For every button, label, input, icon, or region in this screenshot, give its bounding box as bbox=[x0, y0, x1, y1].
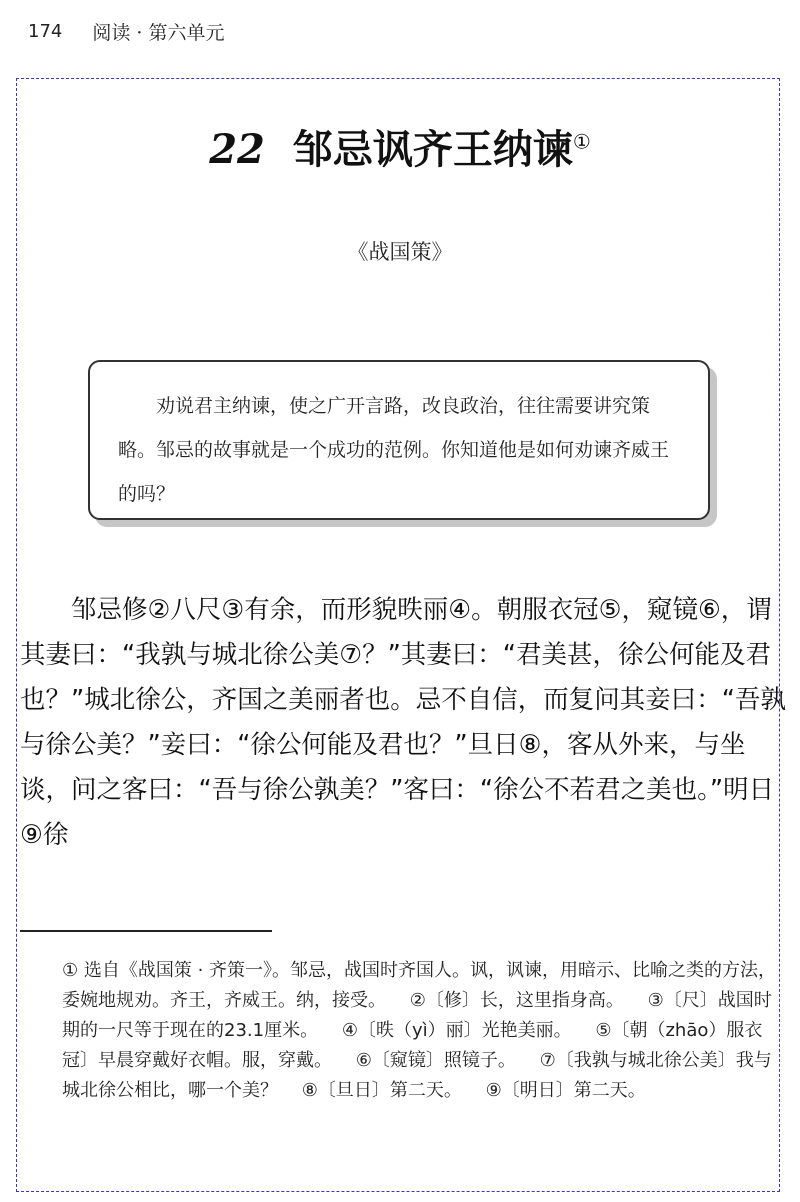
footnotes bbox=[62, 956, 784, 1106]
footnote-item: ⑧〔旦日〕第二天。 bbox=[301, 1080, 462, 1101]
lesson-title-text: 邹忌讽齐王纳谏 bbox=[292, 127, 573, 173]
footnote-item: ③〔尺〕战国时期的一尺等于现在的23.1厘米。 bbox=[62, 990, 772, 1041]
lesson-title bbox=[0, 118, 800, 175]
footnote-item: ⑨〔明日〕第二天。 bbox=[485, 1080, 646, 1101]
lesson-number: 22 bbox=[209, 126, 265, 173]
footnote-item: ⑤〔朝（zhāo）服衣冠〕早晨穿戴好衣帽。服，穿戴。 bbox=[62, 1020, 763, 1071]
footnote-item: ④〔昳（yì）丽〕光艳美丽。 bbox=[341, 1020, 572, 1041]
body-paragraph: 邹忌修②八尺③有余，而形貌昳丽④。朝服衣冠⑤，窥镜⑥，谓其妻曰：“我孰与城北徐公美⑦？”其妻曰：“君美甚，徐公何能及君也？”城北徐公，齐国之美丽者也。忌不自信，而复问其妾曰：“吾孰与徐公美？”妾曰：“徐公何能及君也？”旦日⑧，客从外来，与坐谈，问之客曰：“吾与徐公孰美？”客曰：“徐公不若君之美也。”明日⑨徐 bbox=[20, 595, 786, 850]
intro-text: 劝说君主纳谏，使之广开言路，改良政治，往往需要讲究策略。邹忌的故事就是一个成功的范例。你知道他是如何劝谏齐威王的吗？ bbox=[118, 395, 670, 505]
footnote-item: ① 选自《战国策 · 齐策一》。邹忌，战国时齐国人。讽，讽谏，用暗示、比喻之类的方法，委婉地规劝。齐王，齐威王。纳，接受。 bbox=[62, 960, 777, 1011]
lesson-source: 《战国策》 bbox=[347, 240, 453, 264]
body-text bbox=[20, 588, 790, 858]
footnote-item: ⑦〔我孰与城北徐公美〕我与城北徐公相比，哪一个美？ bbox=[62, 1050, 772, 1101]
page-number: 174 bbox=[28, 20, 63, 42]
section-label: 阅读 · 第六单元 bbox=[92, 21, 225, 44]
running-head bbox=[28, 14, 224, 48]
intro-box bbox=[88, 360, 710, 520]
footnote-item: ②〔修〕长，这里指身高。 bbox=[409, 990, 624, 1011]
footnote-item: ⑥〔窥镜〕照镜子。 bbox=[355, 1050, 516, 1071]
footnote-divider bbox=[20, 930, 272, 932]
title-note-mark: ① bbox=[572, 129, 591, 154]
